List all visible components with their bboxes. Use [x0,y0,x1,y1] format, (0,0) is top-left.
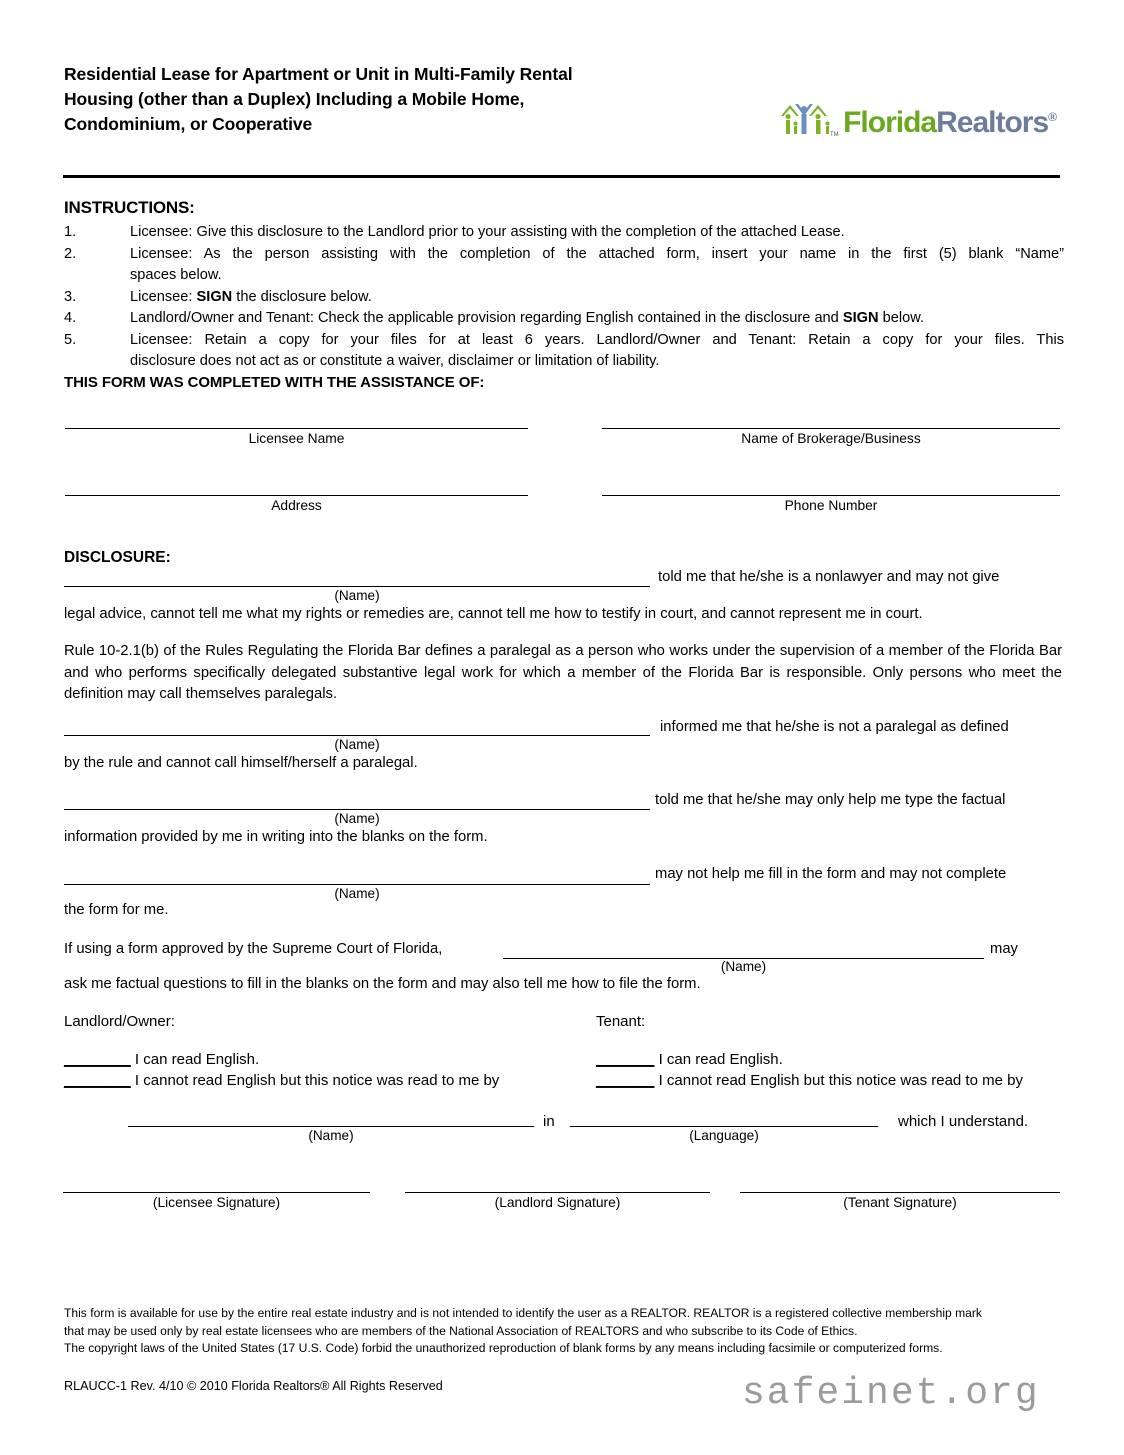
instruction-item-2 [64,244,1064,266]
reader-name-blank[interactable] [128,1126,534,1127]
address-input-line[interactable] [65,495,528,496]
tenant-cannot-read-text: I cannot read English but this notice was read to me by [658,1072,1023,1089]
instruction-text: Licensee: As the person assisting with the completion of the attached form, insert your name in the first (5) blank “Name” [130,245,1064,262]
instruction-number: 5. [64,331,77,348]
disclosure-tail-4: may not help me fill in the form and may not complete [655,866,1007,882]
tenant-can-read-blank[interactable]: _______ [596,1051,655,1068]
registered-trademark-icon: ® [1048,110,1056,124]
footer-line-1: This form is available for use by the entire real estate industry and is not intended to identify the user as a REALTOR. REALTOR is a registered collective membership mark [64,1306,982,1320]
instruction-text [130,287,1064,309]
language-blank[interactable] [570,1126,878,1127]
instruction-text-post: the disclosure below. [232,288,372,305]
instruction-text: spaces below. [130,267,222,283]
licensee-name-input-line[interactable] [65,428,528,429]
logo-word-realtors: Realtors [936,106,1049,139]
florida-realtors-logo [777,90,1056,138]
disclosure-name-caption-2: (Name) [334,737,380,752]
logo-wordmark [843,108,1056,138]
assistance-heading: THIS FORM WAS COMPLETED WITH THE ASSISTANCE OF: [64,374,485,391]
address-field[interactable] [65,495,528,513]
landlord-cannot-read-text: I cannot read English but this notice was read to me by [134,1072,500,1089]
header-divider [63,175,1060,178]
licensee-signature-label: (Licensee Signature) [152,1195,281,1210]
instruction-text: Licensee: Retain a copy for your files for at least 6 years. Landlord/Owner and Tenant: Retain a copy for your files. This [130,331,1064,348]
disclosure-name-blank-3[interactable] [64,809,650,810]
instruction-item-4 [64,308,1064,330]
disclosure-tail-3: told me that he/she may only help me type the factual [655,792,1006,808]
brokerage-name-field[interactable] [602,428,1060,446]
footer-form-code: RLAUCC-1 Rev. 4/10 © 2010 Florida Realtors® All Rights Reserved [64,1378,443,1393]
disclosure-name-caption-4: (Name) [334,886,380,901]
instruction-number-spacer [64,351,130,373]
footer-line-2: that may be used only by real estate licensees who are members of the National Association of REALTORS and who subscribe to its Code of Ethics. [64,1323,858,1338]
instruction-item-5-continued [64,351,1064,373]
disclosure-continuation-5: ask me factual questions to fill in the blanks on the form and may also tell me how to file the form. [64,976,701,992]
house-people-icon [777,90,839,138]
disclosure-name-caption-5: (Name) [720,959,767,974]
document-header [64,62,1064,137]
tenant-cannot-read-row[interactable] [596,1071,1023,1091]
brokerage-name-input-line[interactable] [602,428,1060,429]
disclosure-tail-2: informed me that he/she is not a paralegal as defined [660,719,1009,735]
instruction-text-bold: SIGN [842,310,879,326]
instruction-item-1 [64,222,1064,244]
footer-line-3: The copyright laws of the United States (17 U.S. Code) forbid the unauthorized reproduction of blank forms by any means including facsimile or computerized forms. [64,1341,943,1355]
instruction-text-pre: Licensee: [130,288,197,305]
tenant-signature-line[interactable] [740,1192,1060,1193]
instruction-number: 1. [64,224,77,240]
disclosure-continuation-3: information provided by me in writing into the blanks on the form. [64,829,488,845]
instruction-item-2-continued [64,265,1064,287]
page-title [64,62,704,137]
disclosure-name-blank-2[interactable] [64,735,650,736]
trademark-mark: TM [830,132,839,138]
instruction-text: disclosure does not act as or constitute a waiver, disclaimer or limitation of liability. [130,353,660,369]
disclosure-name-caption-1: (Name) [334,588,380,603]
watermark: safeinet.org [742,1372,1040,1415]
instruction-number: 2. [64,245,77,262]
instruction-item-3 [64,287,1064,309]
tenant-signature-label: (Tenant Signature) [843,1195,957,1210]
disclosure-name-caption-3: (Name) [334,811,380,826]
phone-number-input-line[interactable] [602,495,1060,496]
landlord-can-read-blank[interactable]: ________ [64,1051,131,1068]
disclosure-tail-1: told me that he/she is a nonlawyer and may not give [658,569,1000,585]
tenant-can-read-row[interactable] [596,1050,783,1070]
instruction-text-pre: Landlord/Owner and Tenant: Check the applicable provision regarding English contained in the disclosure and [130,310,843,326]
licensee-signature-line[interactable] [63,1192,370,1193]
disclosure-tail-5: may [990,941,1018,957]
landlord-cannot-read-row[interactable] [64,1071,499,1091]
address-label: Address [271,498,322,513]
instruction-text-bold: SIGN [196,288,233,305]
tenant-can-read-text: I can read English. [658,1051,783,1068]
tenant-cannot-read-blank[interactable]: _______ [596,1072,655,1089]
reader-name-caption: (Name) [308,1128,354,1143]
instruction-number-spacer [64,265,130,287]
disclosure-name-blank-4[interactable] [64,884,650,885]
tenant-label: Tenant: [596,1013,646,1030]
instructions-list [64,222,1064,373]
landlord-can-read-text: I can read English. [134,1051,260,1068]
landlord-owner-label: Landlord/Owner: [64,1013,175,1030]
instruction-number: 4. [64,310,77,326]
logo-word-florida: Florida [843,106,937,139]
instruction-text-post: below. [878,310,924,326]
page-title-line-1: Residential Lease for Apartment or Unit in Multi-Family Rental [64,64,573,84]
disclosure-continuation-4: the form for me. [64,902,169,918]
instruction-item-5 [64,330,1064,352]
which-understand-text: which I understand. [898,1113,1029,1130]
phone-number-label: Phone Number [784,498,878,513]
licensee-name-field[interactable] [65,428,528,446]
disclosure-continuation-1: legal advice, cannot tell me what my rights or remedies are, cannot tell me how to testify in court, and cannot represent me in court. [64,606,923,622]
disclosure-heading: DISCLOSURE: [64,549,171,566]
brokerage-name-label: Name of Brokerage/Business [741,431,921,446]
instruction-text: Licensee: Give this disclosure to the Landlord prior to your assisting with the completion of the attached Lease. [130,224,845,240]
landlord-signature-line[interactable] [405,1192,710,1193]
instructions-section [64,198,1064,373]
instruction-number: 3. [64,288,77,305]
phone-number-field[interactable] [602,495,1060,513]
in-word: in [543,1113,555,1130]
instruction-text [130,308,1064,330]
language-caption: (Language) [689,1128,759,1143]
landlord-signature-label: (Landlord Signature) [494,1195,621,1210]
landlord-can-read-row[interactable] [64,1050,259,1070]
page-title-line-2: Housing (other than a Duplex) Including a Mobile Home, [64,89,525,109]
landlord-cannot-read-blank[interactable]: ________ [64,1072,131,1089]
instructions-heading: INSTRUCTIONS: [64,198,195,217]
disclosure-lead-5: If using a form approved by the Supreme Court of Florida, [64,941,443,957]
page-title-line-3: Condominium, or Cooperative [64,114,313,134]
licensee-name-label: Licensee Name [248,431,345,446]
paralegal-rule-paragraph: Rule 10-2.1(b) of the Rules Regulating the Florida Bar defines a paralegal as a person who works under the supervision of a member of the Florida Bar and who performs specifically delegated substantive legal work for which a member of the Florida Bar is responsible. Only persons who meet the definition may call themselves paralegals. [64,643,1062,702]
disclosure-continuation-2: by the rule and cannot call himself/herself a paralegal. [64,755,418,771]
disclosure-name-blank-1[interactable] [64,586,650,587]
